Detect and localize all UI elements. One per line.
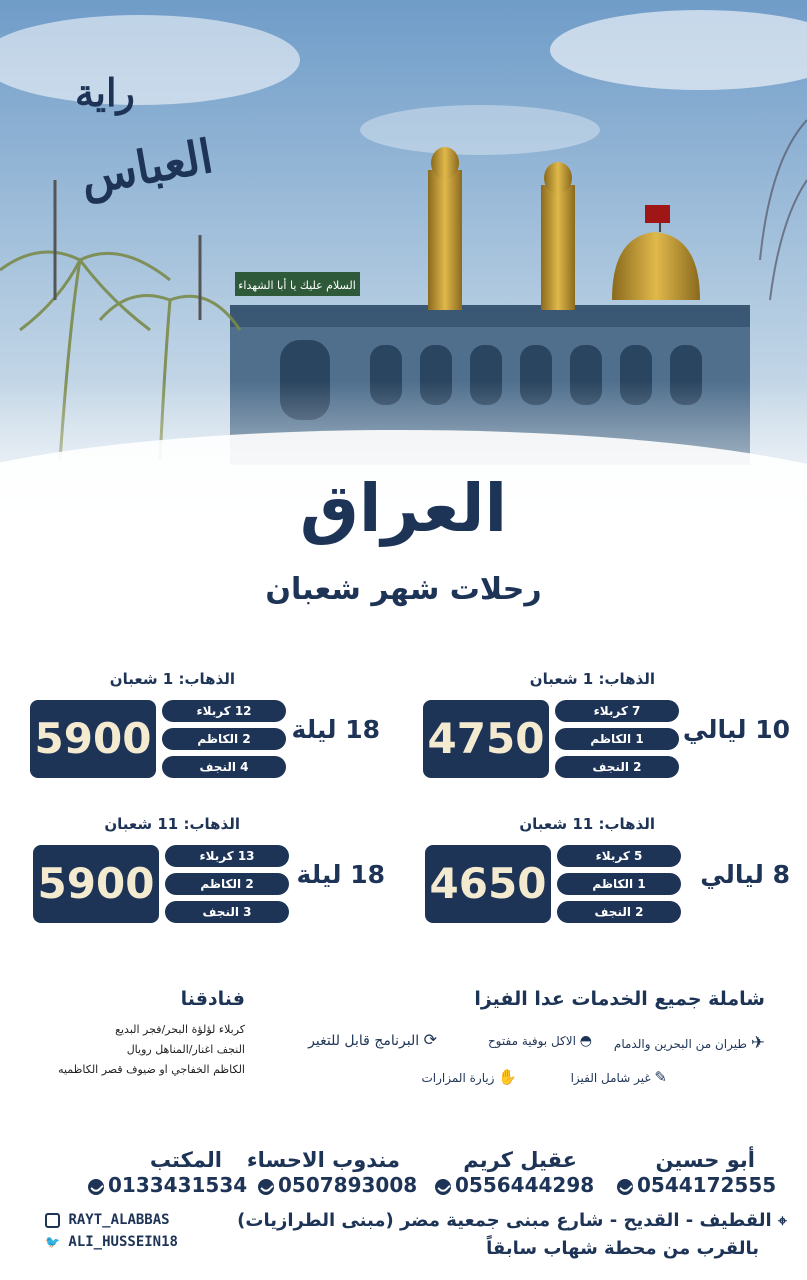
dish-icon: ◓: [579, 1033, 592, 1049]
contact-phone-number: 0544172555: [637, 1173, 777, 1197]
package-card: [25, 670, 395, 782]
stay-pill: 2 الكاظم: [165, 873, 289, 895]
package-card: [420, 670, 790, 782]
phone-icon: [435, 1179, 451, 1195]
hotel-line: الكاظم الخفاجي او ضيوف قصر الكاظميه: [58, 1063, 245, 1076]
brand-logo-line2: العباس: [76, 128, 217, 206]
shrine-banner-text: السلام عليك يا أبا الشهداء: [238, 279, 356, 292]
contact-phone-number: 0507893008: [278, 1173, 418, 1197]
price-badge: 5900: [33, 845, 159, 923]
contact-phone[interactable]: [435, 1173, 594, 1197]
services-title: شاملة جميع الخدمات عدا الفيزا: [474, 988, 765, 1010]
stay-pill: 4 النجف: [162, 756, 286, 778]
departure-date: الذهاب: 11 شعبان: [104, 815, 240, 833]
service-label: زيارة المزارات: [421, 1071, 495, 1085]
stay-pill: 2 النجف: [555, 756, 679, 778]
hotels-title: فنادقنا: [180, 988, 245, 1010]
hotel-line: النجف اغنار/المناهل رويال: [126, 1043, 245, 1056]
stay-pill: 3 النجف: [165, 901, 289, 923]
departure-date: الذهاب: 11 شعبان: [519, 815, 655, 833]
address-line2: بالقرب من محطة شهاب سابقاً: [486, 1238, 759, 1259]
departure-date: الذهاب: 1 شعبان: [529, 670, 655, 688]
address-line1: القطيف - القديح - شارع مبنى جمعية مضر (مبنى الطرازيات): [237, 1210, 772, 1231]
stay-pill: 2 الكاظم: [162, 728, 286, 750]
pen-icon: ✎: [654, 1068, 667, 1086]
page-title: العراق: [299, 470, 508, 547]
service-label: البرنامج قابل للتغير: [308, 1033, 420, 1049]
contact-name: المكتب: [149, 1148, 222, 1172]
stay-pill: 1 الكاظم: [557, 873, 681, 895]
phone-icon: [88, 1179, 104, 1195]
price-badge: 4650: [425, 845, 551, 923]
twitter-handle[interactable]: [45, 1234, 178, 1250]
service-item: [614, 1033, 765, 1053]
twitter-text: ALI_HUSSEIN18: [68, 1234, 178, 1250]
contact-name: مندوب الاحساء: [246, 1148, 400, 1172]
service-item: [421, 1068, 517, 1086]
page-subtitle: رحلات شهر شعبان: [265, 572, 542, 607]
service-label: الاكل بوفية مفتوح: [487, 1034, 576, 1048]
stay-pill: 13 كربلاء: [165, 845, 289, 867]
stay-pill: 2 النجف: [557, 901, 681, 923]
nights-count: 10 ليالي: [682, 715, 790, 744]
brand-logo-line1: راية: [75, 70, 135, 115]
stay-pill: 1 الكاظم: [555, 728, 679, 750]
nights-count: 18 ليلة: [296, 860, 385, 889]
contact-phone[interactable]: [258, 1173, 417, 1197]
contact-phone-number: 0133431534: [108, 1173, 248, 1197]
service-label: طيران من البحرين والدمام: [613, 1037, 747, 1051]
contact-phone-number: 0556444298: [455, 1173, 595, 1197]
departure-date: الذهاب: 1 شعبان: [109, 670, 235, 688]
service-item: [308, 1030, 437, 1049]
price-badge: 4750: [423, 700, 549, 778]
stay-pill: 7 كربلاء: [555, 700, 679, 722]
service-item: [488, 1033, 592, 1049]
service-label: غير شامل الفيزا: [570, 1071, 651, 1085]
instagram-text: RAYT_ALABBAS: [68, 1212, 170, 1228]
nights-count: 8 ليالي: [700, 860, 790, 889]
instagram-handle[interactable]: [45, 1212, 170, 1228]
package-card: [420, 815, 790, 927]
package-card: [30, 815, 400, 927]
contact-name: أبو حسين: [655, 1148, 755, 1172]
contact-phone[interactable]: [88, 1173, 247, 1197]
service-item: [571, 1068, 667, 1086]
hotel-line: كربلاء لؤلؤة البحر/فجر البديع: [115, 1023, 245, 1036]
instagram-icon: [45, 1213, 60, 1228]
address: [237, 1210, 787, 1231]
price-badge: 5900: [30, 700, 156, 778]
brand-logo: [70, 40, 217, 240]
prayer-icon: ✋: [498, 1068, 517, 1086]
plane-icon: ✈: [750, 1033, 765, 1053]
stay-pill: 5 كربلاء: [557, 845, 681, 867]
nights-count: 18 ليلة: [291, 715, 380, 744]
contact-phone[interactable]: [617, 1173, 776, 1197]
location-pin-icon: ⌖: [777, 1211, 787, 1230]
phone-icon: [258, 1179, 274, 1195]
phone-icon: [617, 1179, 633, 1195]
contact-name: عقيل كريم: [463, 1148, 577, 1172]
refresh-icon: ⟳: [423, 1030, 437, 1049]
twitter-icon: 🐦: [45, 1235, 60, 1249]
stay-pill: 12 كربلاء: [162, 700, 286, 722]
